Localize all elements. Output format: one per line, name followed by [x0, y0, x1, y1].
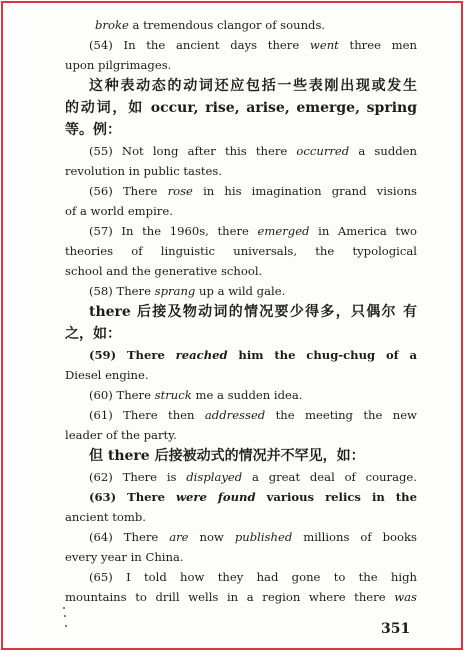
text-line: Diesel engine. — [65, 368, 149, 382]
page-number: 351 — [381, 621, 411, 637]
chinese-paragraph: 的动词，如 occur, rise, arise, emerge, spring — [65, 100, 417, 116]
chinese-paragraph: 但 there 后接被动式的情况并不罕见，如： — [89, 448, 365, 464]
text-line: ancient tomb. — [65, 510, 146, 524]
example-57: (57) In the 1960s, there emerged in America two — [89, 224, 417, 238]
example-64: (64) There are now published millions of books — [89, 530, 417, 544]
text-line: leader of the party. — [65, 428, 177, 442]
example-54: (54) In the ancient days there went three men — [89, 38, 417, 52]
example-61: (61) There then addressed the meeting the new — [89, 408, 417, 422]
text-line: of a world empire. — [65, 204, 173, 218]
example-58: (58) There sprang up a wild gale. — [89, 284, 286, 298]
scan-speck — [64, 615, 66, 617]
chinese-paragraph: 等。例： — [65, 122, 121, 138]
example-62: (62) There is displayed a great deal of courage. — [89, 470, 417, 484]
example-59: (59) There reached him the chug-chug of a — [89, 348, 417, 362]
scan-speck — [65, 625, 67, 627]
example-55: (55) Not long after this there occurred a sudden — [89, 144, 417, 158]
text-line: mountains to drill wells in a region where there was — [65, 590, 417, 604]
chinese-paragraph: 这种表动态的动词还应包括一些表刚出现或发生 — [89, 78, 417, 94]
scan-speck — [63, 607, 65, 609]
chinese-paragraph: there 后接及物动词的情况要少得多，只偶尔 有 — [89, 304, 417, 320]
text-line: theories of linguistic universals, the typological — [65, 244, 417, 258]
example-56: (56) There rose in his imagination grand visions — [89, 184, 417, 198]
text-line: every year in China. — [65, 550, 184, 564]
text-line: broke a tremendous clangor of sounds. — [95, 18, 326, 32]
example-65: (65) I told how they had gone to the high — [89, 570, 417, 584]
book-page — [65, 15, 417, 607]
example-63: (63) There were found various relics in the — [89, 490, 417, 504]
text-line: school and the generative school. — [65, 264, 263, 278]
chinese-paragraph: 之，如： — [65, 326, 121, 342]
example-60: (60) There struck me a sudden idea. — [89, 388, 303, 402]
text-line: revolution in public tastes. — [65, 164, 223, 178]
text-line: upon pilgrimages. — [65, 58, 172, 72]
page-frame — [1, 1, 463, 650]
